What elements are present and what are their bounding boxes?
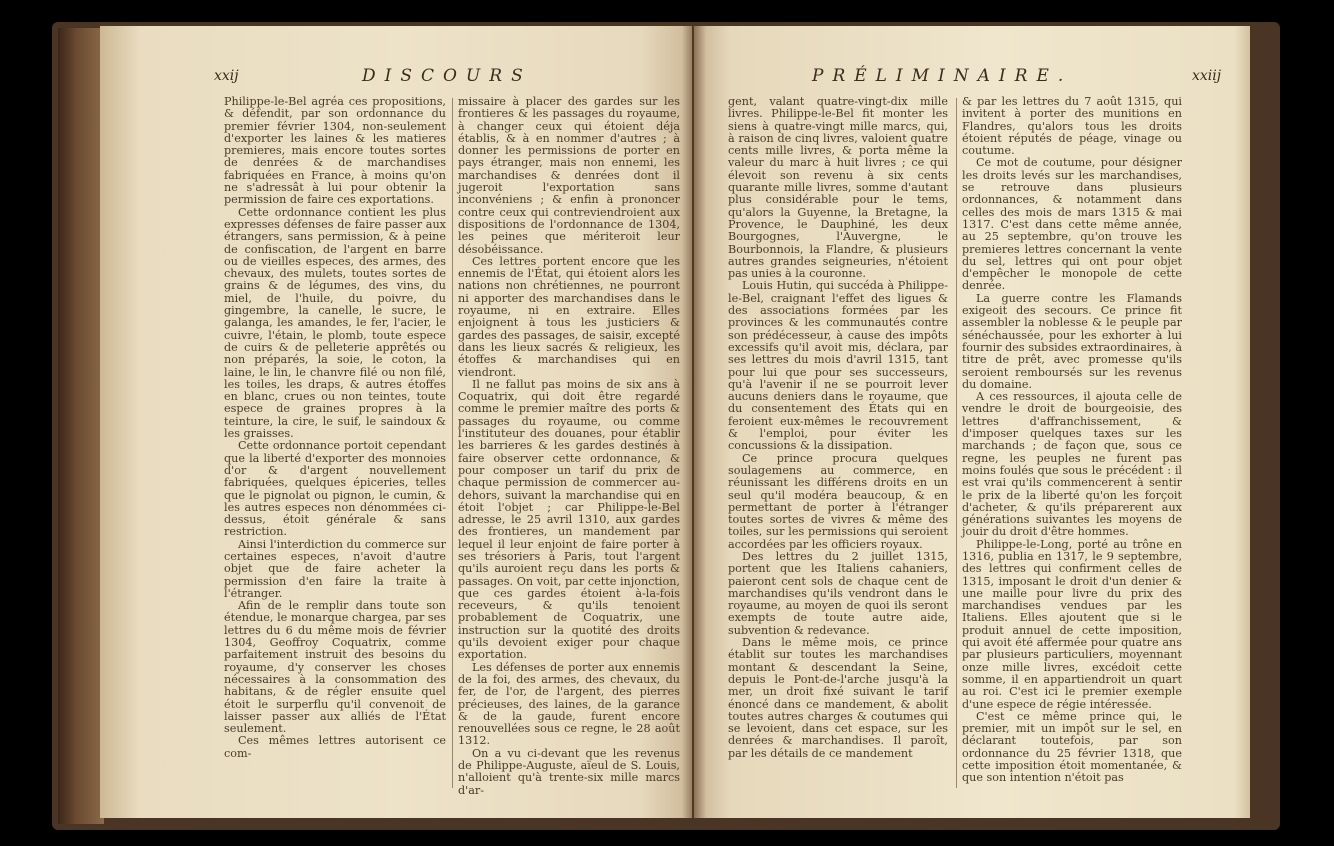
text-column-1	[224, 96, 446, 760]
paragraph: On a vu ci-devant que les revenus de Philippe-Auguste, aïeul de S. Louis, n'alloient qu'à trente-six mille marcs d'ar-	[458, 746, 680, 797]
paragraph: Dans le même mois, ce prince établit sur toutes les marchandises montant & descendant la Seine, depuis le Pont-de-l'arche jusqu'à la mer, un droit fixé suivant le tarif énoncé dans ce mandement, & abolit toutes autres charges & coutumes qui se levoient, dans cet espace, sur les denrées & marchandises. Il paroît, par les détails de ce mandement	[728, 636, 948, 760]
paragraph: Des lettres du 2 juillet 1315, portent que les Italiens cahaniers, paieront cent sols de chaque cent de marchandises qu'ils vendront dans le royaume, au moyen de quoi ils seront exempts de toute autre aide, subvention & redevance.	[728, 549, 948, 637]
paragraph: Cette ordonnance portoit cependant que la liberté d'exporter des monnoies d'or & d'argent nouvellement fabriquées, quelques épiceries, telles que le pignolat ou pignon, le cumin, & les autres especes non dénommées ci-dessus, étoit générale & sans restriction.	[224, 439, 446, 539]
paragraph: Louis Hutin, qui succéda à Philippe-le-Bel, craignant l'effet des ligues & des associations formées par les provinces & les communautés contre son prédécesseur, à cause des impôts excessifs qu'il avoit mis, déclara, par ses lettres du mois d'avril 1315, tant pour lui que pour ses successeurs, qu'à l'avenir il ne se pourroit lever aucuns deniers dans le royaume, que du consentement des États qui en feroient eux-mêmes le recouvrement & l'emploi, pour éviter les concussions & la dissipation.	[728, 279, 948, 453]
paragraph: missaire à placer des gardes sur les frontieres & les passages du royaume, à changer ceux qui étoient déja établis, & à en nommer d'autres ; à donner les permissions de porter en pays étranger, mais non ennemi, les marchandises & denrées dont il jugeroit l'exportation sans inconvéniens ; & enfin à prononcer contre ceux qui contreviendroient aux dispositions de l'ordonnance de 1304, les peines que mériteroit leur désobéissance.	[458, 95, 680, 256]
book-gutter	[682, 26, 706, 818]
text-column-2	[458, 96, 680, 797]
paragraph: A ces ressources, il ajouta celle de vendre le droit de bourgeoisie, des lettres d'affranchissement, & d'imposer quelques taxes sur les marchands ; de façon que, sous ce regne, les peuples ne furent pas moins foulés que sous le précédent : il est vrai qu'ils commencerent à sentir le prix de la liberté qu'on les forçoit d'acheter, & qu'ils préparerent aux générations suivantes les moyens de jouir du droit d'être hommes.	[962, 390, 1182, 539]
page-number: xxiij	[1192, 68, 1222, 84]
paragraph: Ainsi l'interdiction du commerce sur certaines especes, n'avoit d'autre objet que de faire acheter la permission d'en faire la traite à l'étranger.	[224, 537, 446, 600]
paragraph: Cette ordonnance contient les plus expresses défenses de faire passer aux étrangers, sans permission, & à peine de confiscation, de l'argent en barre ou de vieilles especes, des armes, des chevaux, des mulets, toutes sortes de grains & de légumes, des vins, du miel, de l'huile, du poivre, du gingembre, la canelle, le sucre, le galanga, les amandes, le fer, l'acier, le cuivre, l'étain, le plomb, toute espece de cuirs & de pelleterie apprêtés ou non préparés, la soie, le coton, la laine, le lin, le chanvre filé ou non filé, les toiles, les draps, & autres étoffes en blanc, crues ou non teintes, toute espece de graines propres à la teinture, la cire, le suif, le saindoux & les graisses.	[224, 205, 446, 441]
paragraph: Ces mêmes lettres autorisent ce com-	[224, 734, 446, 760]
text-column-1	[728, 96, 948, 760]
paragraph: La guerre contre les Flamands exigeoit des secours. Ce prince fit assembler la noblesse & le peuple par sénéchaussée, pour les exhorter à lui fournir des subsides extraordinaires, à titre de prêt, avec promesse qu'ils seroient remboursés sur les revenus du domaine.	[962, 291, 1182, 391]
right-page	[694, 26, 1250, 818]
paragraph: Ce mot de coutume, pour désigner les droits levés sur les marchandises, se retrouve dans plusieurs ordonnances, & notamment dans celles des mois de mars 1315 & mai 1317. C'est dans cette même année, au 25 septembre, qu'on trouve les premieres lettres concernant la vente du sel, lettres qui ont pour objet d'empêcher le monopole de cette denrée.	[962, 156, 1182, 293]
left-page	[100, 26, 692, 818]
column-rule	[452, 98, 453, 788]
book-page-edges	[58, 28, 104, 824]
paragraph: Les défenses de porter aux ennemis de la foi, des armes, des chevaux, du fer, de l'or, de l'argent, des pierres précieuses, des laines, de la garance & de la gaude, furent encore renouvellées sous ce regne, le 28 août 1312.	[458, 660, 680, 748]
paragraph: C'est ce même prince qui, le premier, mit un impôt sur le sel, en déclarant toutefois, par son ordonnance du 25 février 1318, que cette imposition étoit momentanée, & que son intention n'étoit pas	[962, 709, 1182, 785]
text-column-2	[962, 96, 1182, 785]
paragraph: Ce prince procura quelques soulagemens au commerce, en réunissant les différens droits en un seul qu'il modéra beaucoup, & en permettant de porter à l'étranger toutes sortes de vivres & même des toiles, sur les permissions qui seroient accordées par les officiers royaux.	[728, 451, 948, 551]
running-head: PRÉLIMINAIRE.	[812, 66, 1073, 86]
paragraph: Philippe-le-Long, porté au trône en 1316, publia en 1317, le 9 septembre, des lettres qui confirment celles de 1315, imposant le droit d'un denier & une maille pour livre du prix des marchandises vendues par les Italiens. Elles ajoutent que si le produit annuel de cette imposition, qui avoit été affermée pour quatre ans par plusieurs particuliers, moyennant onze mille livres, excédoit cette somme, il en appartiendroit un quart au roi. C'est ici le premier exemple d'une espece de régie intéressée.	[962, 537, 1182, 711]
paragraph: & par les lettres du 7 août 1315, qui invitent à porter des munitions en Flandres, qu'alors tous les droits étoient réputés de péage, vinage ou coutume.	[962, 95, 1182, 158]
paragraph: gent, valant quatre-vingt-dix mille livres. Philippe-le-Bel fit monter les siens à quatre-vingt mille marcs, qui, à raison de cinq livres, valoient quatre cents mille livres, & porta même la valeur du marc à huit livres ; ce qui élevoit son revenu à six cents quarante mille livres, somme d'autant plus considérable pour le tems, qu'alors la Guyenne, la Bretagne, la Provence, le Dauphiné, les deux Bourgognes, l'Auvergne, le Bourbonnois, la Flandre, & plusieurs autres grandes seigneuries, n'étoient pas unies à la couronne.	[728, 95, 948, 281]
paragraph: Ces lettres portent encore que les ennemis de l'État, qui étoient alors les nations non chrétiennes, ne pourront ni apporter des marchandises dans le royaume, ni en extraire. Elles enjoignent à tous les justiciers & gardes des passages, de saisir, excepté dans les lieux sacrés & religieux, les étoffes & marchandises qui en viendront.	[458, 254, 680, 379]
paragraph: Philippe-le-Bel agréa ces propositions, & défendit, par son ordonnance du premier février 1304, non-seulement d'exporter les laines & les matieres premieres, mais encore toutes sortes de denrées & de marchandises fabriquées en France, à moins qu'on ne s'adressât à lui pour obtenir la permission de faire ces exportations.	[224, 95, 446, 207]
running-head: DISCOURS	[362, 66, 532, 86]
column-rule	[956, 98, 957, 788]
paragraph: Il ne fallut pas moins de six ans à Coquatrix, qui doit être regardé comme le premier maître des ports & passages du royaume, ou comme l'instituteur des douanes, pour établir les barrieres & les gardes destinés à faire observer cette ordonnance, & pour composer un tarif du prix de chaque permission de commercer au-dehors, suivant la marchandise qui en étoit l'objet ; car Philippe-le-Bel adresse, le 25 avril 1310, aux gardes des frontieres, un mandement par lequel il leur enjoint de faire porter à ses trésoriers à Paris, tout l'argent qu'ils auroient reçu dans les ports & passages. On voit, par cette injonction, que ces gardes étoient à-la-fois receveurs, & qu'ils tenoient probablement de Coquatrix, une instruction sur la quotité des droits qu'ils devoient exiger pour chaque exportation.	[458, 377, 680, 662]
page-number: xxij	[214, 68, 239, 84]
paragraph: Afin de le remplir dans toute son étendue, le monarque chargea, par ses lettres du 6 du même mois de février 1304, Geoffroy Coquatrix, comme parfaitement instruit des besoins du royaume, d'y conserver les choses nécessaires à la consommation des habitans, & de régler ensuite quel étoit le surperflu qu'il convenoit de laisser passer aux alliés de l'État seulement.	[224, 599, 446, 736]
